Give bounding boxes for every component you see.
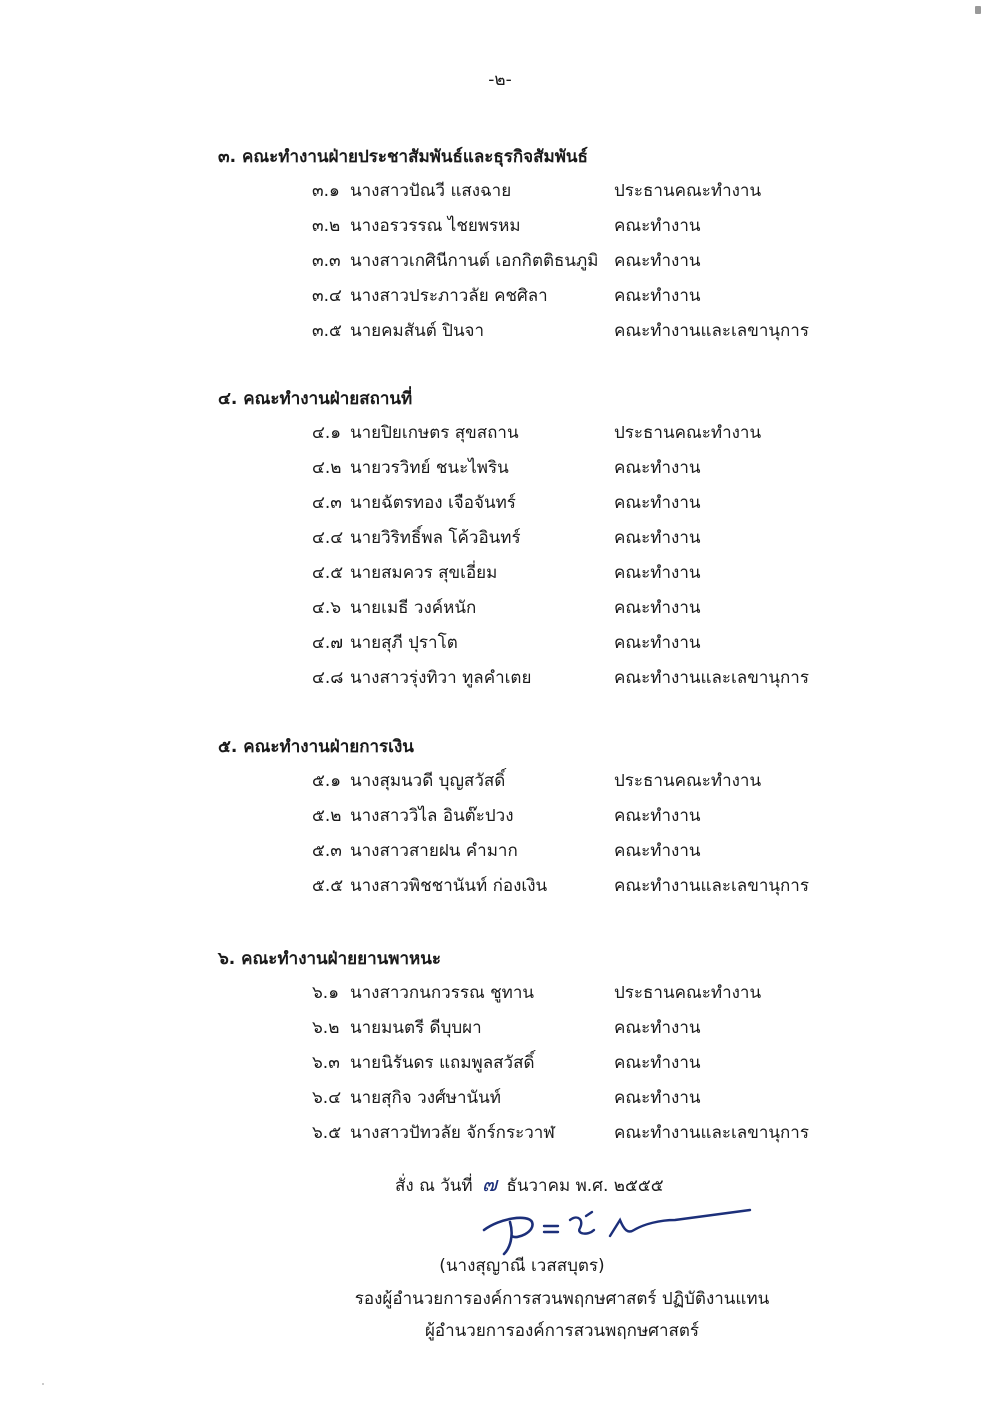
member-num: ๔.๒ <box>312 458 342 478</box>
member-name: นางสาวประภาวลัย คชศิลา <box>350 286 548 306</box>
member-role: ประธานคณะทำงาน <box>614 423 762 443</box>
member-name: นางสุมนวดี บุญสวัสดิ์ <box>350 771 506 791</box>
scan-speck <box>42 1383 44 1385</box>
member-role: ประธานคณะทำงาน <box>614 771 762 791</box>
member-row <box>0 559 1000 589</box>
member-num: ๕.๓ <box>312 841 342 861</box>
member-name: นายสมควร สุขเอี่ยม <box>350 563 498 583</box>
member-role: คณะทำงาน <box>614 251 701 271</box>
member-row <box>0 664 1000 694</box>
member-name: นางสาวเกศินีกานต์ เอกกิตติธนภูมิ <box>350 251 599 271</box>
member-num: ๔.๘ <box>312 668 344 688</box>
member-num: ๕.๕ <box>312 876 344 896</box>
order-month-year: ธันวาคม พ.ศ. ๒๕๕๕ <box>506 1176 664 1196</box>
member-role: คณะทำงาน <box>614 563 701 583</box>
member-num: ๔.๓ <box>312 493 342 513</box>
member-name: นางสาวกนกวรรณ ชูทาน <box>350 983 535 1003</box>
member-row <box>0 1014 1000 1044</box>
member-role: คณะทำงานและเลขานุการ <box>614 1123 809 1143</box>
member-role: คณะทำงาน <box>614 1088 701 1108</box>
section-heading: ๓. คณะทำงานฝ่ายประชาสัมพันธ์และธุรกิจสัมพันธ์ <box>218 147 588 167</box>
member-row <box>0 1119 1000 1149</box>
member-num: ๖.๒ <box>312 1018 340 1038</box>
member-role: คณะทำงาน <box>614 1053 701 1073</box>
member-num: ๔.๑ <box>312 423 342 443</box>
member-role: คณะทำงาน <box>614 528 701 548</box>
member-row <box>0 419 1000 449</box>
member-row <box>0 247 1000 277</box>
member-row <box>0 489 1000 519</box>
member-num: ๖.๑ <box>312 983 339 1003</box>
member-role: คณะทำงาน <box>614 598 701 618</box>
member-num: ๕.๒ <box>312 806 342 826</box>
section-heading: ๕. คณะทำงานฝ่ายการเงิน <box>218 737 414 757</box>
member-row <box>0 594 1000 624</box>
member-name: นายสุภี ปุราโต <box>350 633 458 653</box>
handwritten-signature <box>470 1196 760 1256</box>
member-num: ๓.๕ <box>312 321 342 341</box>
section-heading: ๖. คณะทำงานฝ่ายยานพาหนะ <box>218 949 441 969</box>
member-name: นายสุกิจ วงศ์ษานันท์ <box>350 1088 501 1108</box>
member-num: ๔.๗ <box>312 633 344 653</box>
member-row <box>0 282 1000 312</box>
member-name: นางสาวรุ่งทิวา ทูลคำเตย <box>350 668 532 688</box>
member-row <box>0 802 1000 832</box>
signer-name: (นางสุญาณี เวสสบุตร) <box>439 1256 605 1276</box>
section-heading: ๔. คณะทำงานฝ่ายสถานที่ <box>218 389 413 409</box>
member-name: นางสาวปัทวลัย จักร์กระวาฬ <box>350 1123 555 1143</box>
member-row <box>0 837 1000 867</box>
member-role: คณะทำงาน <box>614 493 701 513</box>
order-prefix: สั่ง ณ วันที่ <box>395 1176 473 1196</box>
member-role: ประธานคณะทำงาน <box>614 983 762 1003</box>
member-role: คณะทำงาน <box>614 633 701 653</box>
member-name: นางสาวพิชชานันท์ ก่องเงิน <box>350 876 548 896</box>
member-name: นางสาวสายฝน คำมาก <box>350 841 518 861</box>
member-num: ๓.๔ <box>312 286 342 306</box>
member-row <box>0 1049 1000 1079</box>
member-row <box>0 317 1000 347</box>
member-name: นางอรวรรณ ไชยพรหม <box>350 216 521 236</box>
member-name: นายคมสันต์ ปินจา <box>350 321 485 341</box>
member-num: ๖.๔ <box>312 1088 342 1108</box>
member-role: คณะทำงานและเลขานุการ <box>614 876 809 896</box>
member-row <box>0 524 1000 554</box>
member-num: ๖.๕ <box>312 1123 342 1143</box>
member-role: คณะทำงาน <box>614 216 701 236</box>
member-name: นายเมธี วงค์หนัก <box>350 598 477 618</box>
signer-title: รองผู้อำนวยการองค์การสวนพฤกษศาสตร์ ปฏิบัติงานแทน <box>354 1289 770 1309</box>
member-name: นายฉัตรทอง เจือจันทร์ <box>350 493 516 513</box>
member-row <box>0 454 1000 484</box>
member-role: คณะทำงาน <box>614 458 701 478</box>
member-role: คณะทำงาน <box>614 1018 701 1038</box>
member-role: คณะทำงาน <box>614 806 701 826</box>
member-role: คณะทำงาน <box>614 286 701 306</box>
member-role: คณะทำงาน <box>614 841 701 861</box>
member-num: ๔.๔ <box>312 528 344 548</box>
member-row <box>0 767 1000 797</box>
member-num: ๖.๓ <box>312 1053 340 1073</box>
member-num: ๔.๕ <box>312 563 344 583</box>
member-row <box>0 872 1000 902</box>
member-name: นายปิยเกษตร สุขสถาน <box>350 423 519 443</box>
member-row <box>0 1084 1000 1114</box>
member-num: ๓.๒ <box>312 216 341 236</box>
page-number: -๒- <box>488 70 512 90</box>
member-role: ประธานคณะทำงาน <box>614 181 762 201</box>
member-row <box>0 979 1000 1009</box>
member-num: ๔.๖ <box>312 598 342 618</box>
member-name: นายนิรันดร แถมพูลสวัสดิ์ <box>350 1053 535 1073</box>
scan-speck <box>975 6 981 14</box>
member-row <box>0 177 1000 207</box>
signer-title-secondary: ผู้อำนวยการองค์การสวนพฤกษศาสตร์ <box>424 1321 700 1341</box>
member-name: นางสาวปัณวี แสงฉาย <box>350 181 512 201</box>
member-name: นางสาววิไล อินต๊ะปวง <box>350 806 514 826</box>
member-num: ๓.๑ <box>312 181 340 201</box>
member-name: นายวรวิทย์ ชนะไพริน <box>350 458 509 478</box>
member-name: นายวิริทธิ์พล โค้วอินทร์ <box>350 528 521 548</box>
member-num: ๓.๓ <box>312 251 341 271</box>
member-row <box>0 212 1000 242</box>
member-row <box>0 629 1000 659</box>
member-role: คณะทำงานและเลขานุการ <box>614 321 809 341</box>
member-num: ๕.๑ <box>312 771 342 791</box>
member-role: คณะทำงานและเลขานุการ <box>614 668 809 688</box>
member-name: นายมนตรี ดีบุบผา <box>350 1018 482 1038</box>
order-day: ๗ <box>482 1172 498 1196</box>
